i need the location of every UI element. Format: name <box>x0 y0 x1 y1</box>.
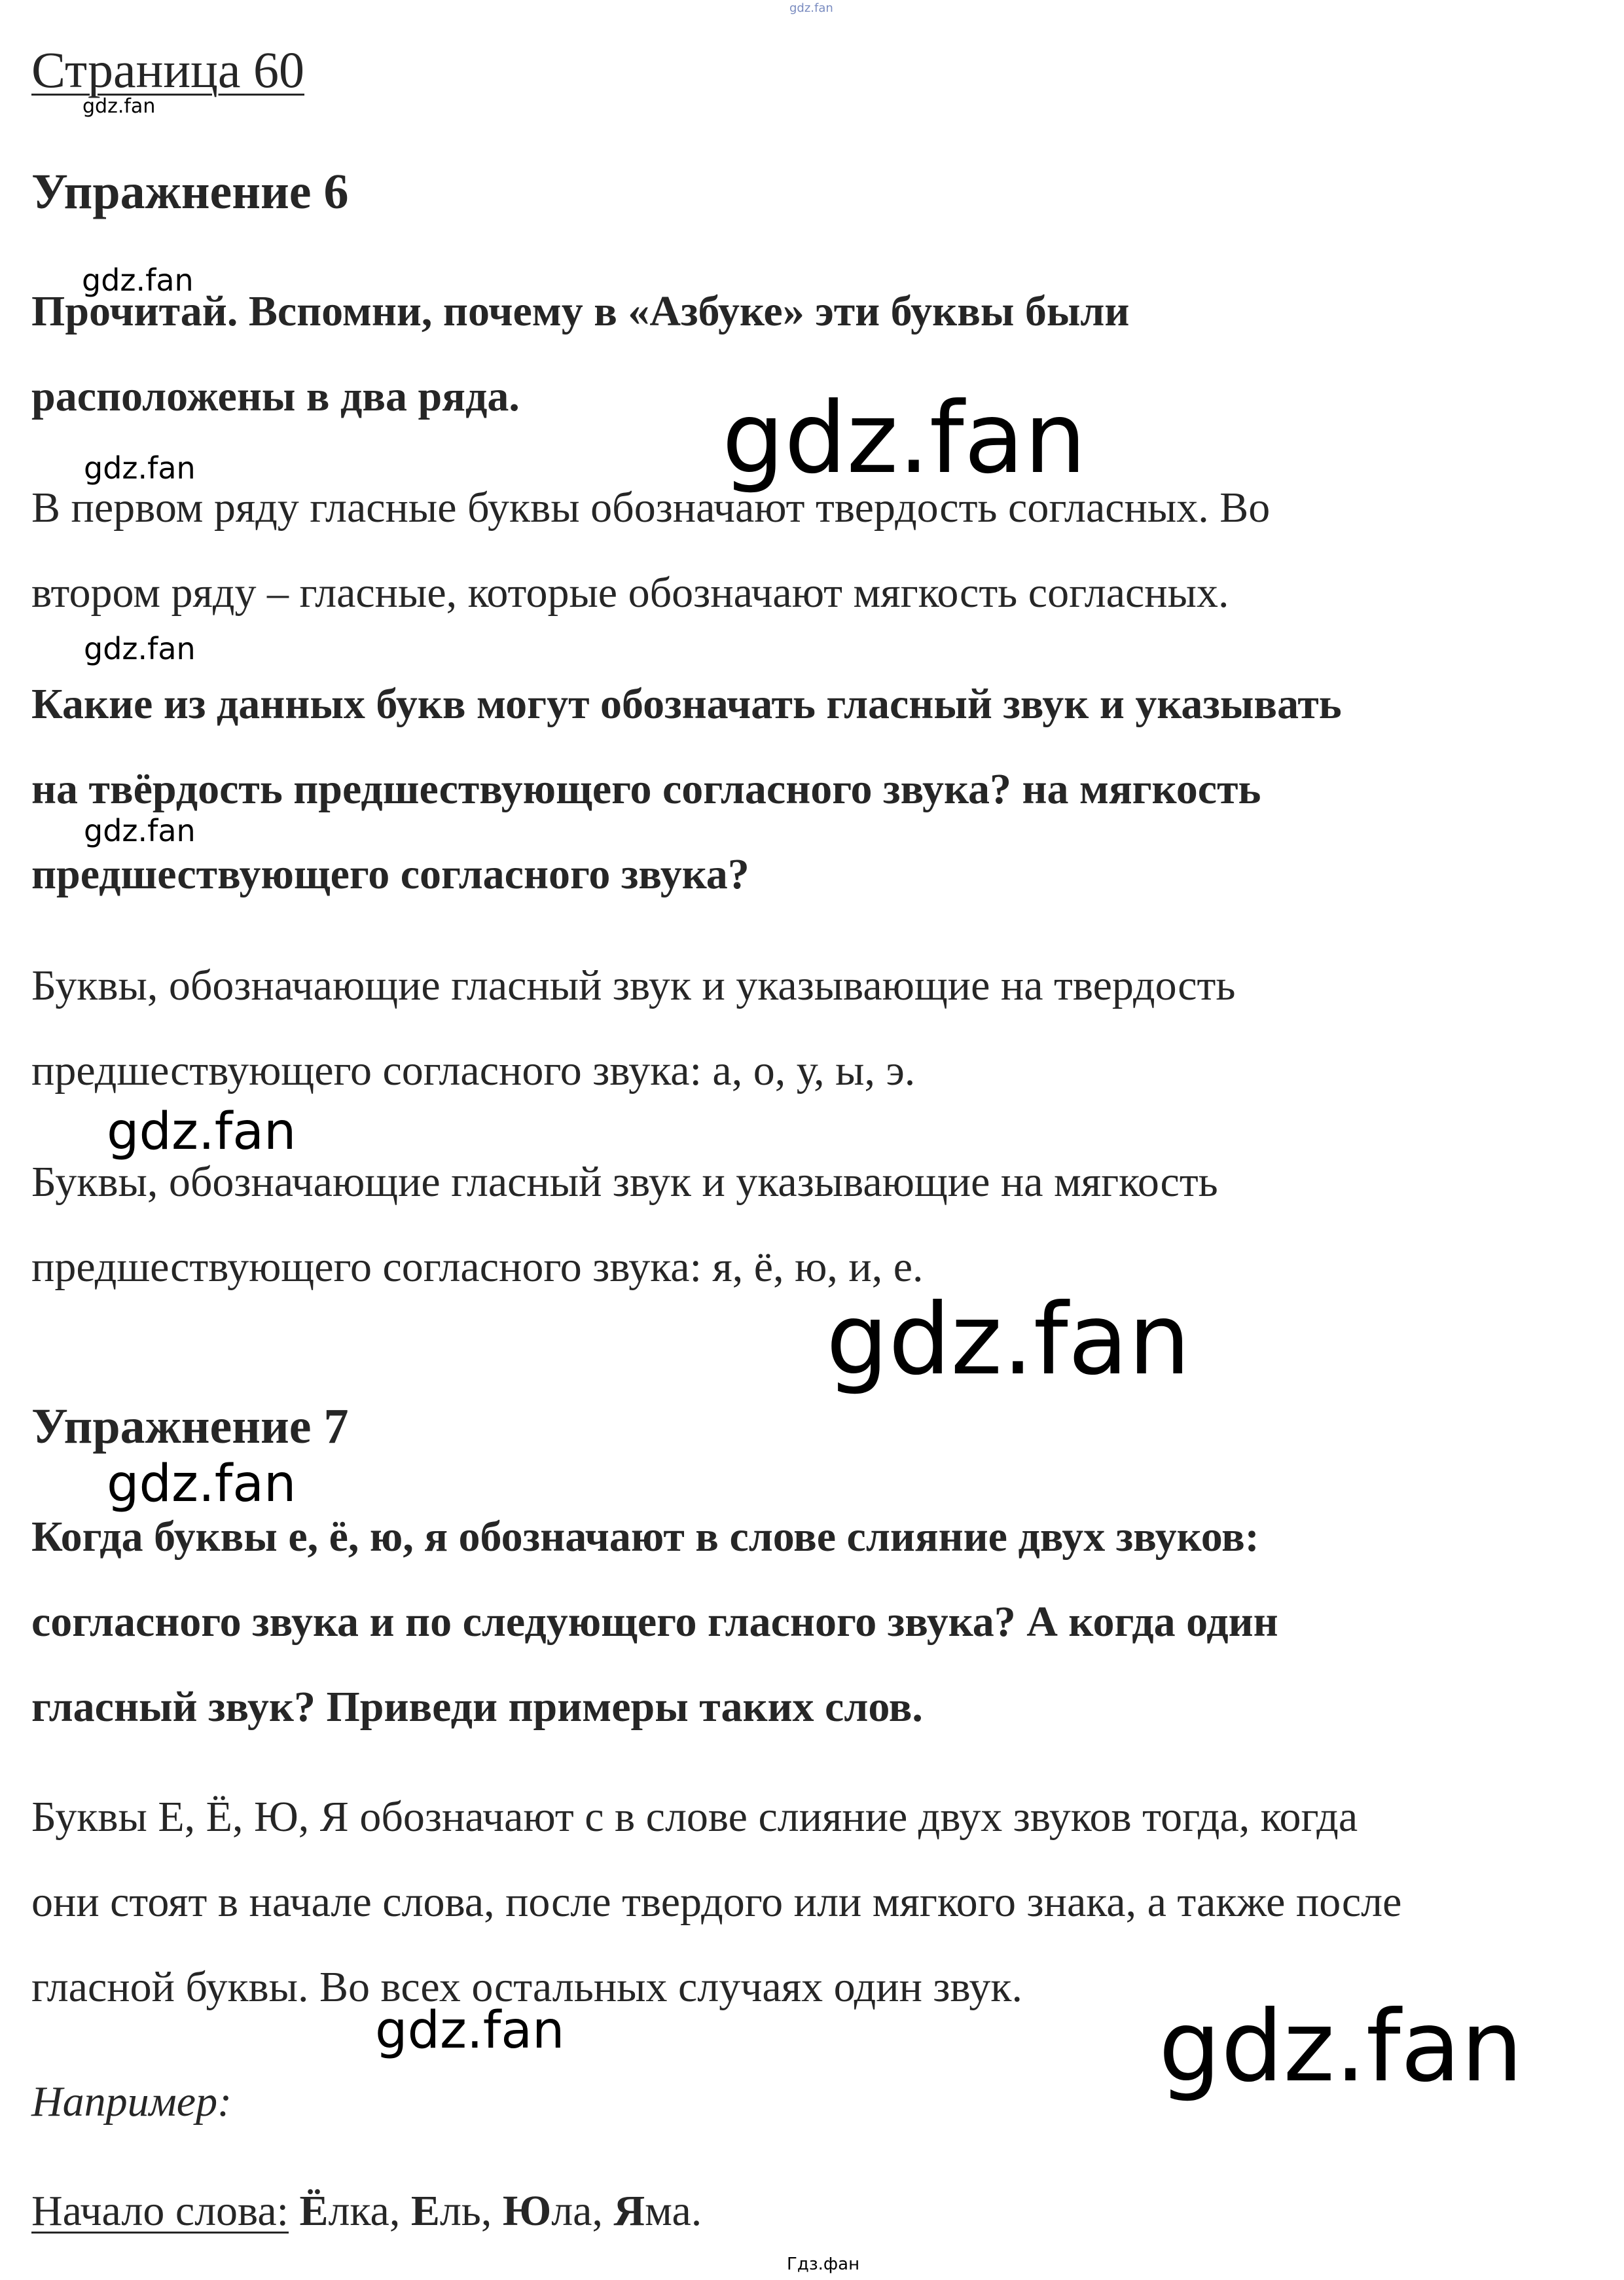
example-label: Например: <box>31 2078 232 2126</box>
watermark: gdz.fan <box>84 631 196 666</box>
exercise-6-question-line: Какие из данных букв могут обозначать гласный звук и указывать <box>31 680 1342 728</box>
example-word: Юла <box>502 2187 592 2235</box>
watermark: gdz.fan <box>722 382 1087 496</box>
exercise-7-answer-line: они стоят в начале слова, после твердого или мягкого знака, а также после <box>31 1878 1402 1926</box>
example-word: Яма <box>613 2187 691 2235</box>
watermark: gdz.fan <box>107 1455 297 1513</box>
exercise-6-question-line: расположены в два ряда. <box>31 372 520 420</box>
exercise-7-answer-line: гласной буквы. Во всех остальных случаях один звук. <box>31 1963 1022 2011</box>
watermark: gdz.fan <box>84 813 196 848</box>
exercise-6-question-line: предшествующего согласного звука? <box>31 850 749 898</box>
watermark: gdz.fan <box>375 2001 565 2060</box>
example-word: Ель <box>410 2187 481 2235</box>
word-start-link[interactable]: Начало слова: <box>31 2187 289 2235</box>
watermark: gdz.fan <box>84 450 196 486</box>
watermark: gdz.fan <box>107 1102 297 1161</box>
watermark: gdz.fan <box>82 262 194 298</box>
example-line: Начало слова: Ёлка, Ель, Юла, Яма. <box>31 2187 702 2235</box>
exercise-7-question-line: согласного звука и по следующего гласного звука? А когда один <box>31 1598 1278 1646</box>
watermark: gdz.fan <box>826 1283 1191 1397</box>
exercise-7-question-line: гласный звук? Приведи примеры таких слов. <box>31 1683 923 1731</box>
exercise-6-answer-line: предшествующего согласного звука: а, о, у, ы, э. <box>31 1047 916 1095</box>
exercise-6-heading: Упражнение 6 <box>31 164 349 219</box>
bottom-watermark: Гдз.фан <box>787 2254 860 2274</box>
exercise-6-answer-line: предшествующего согласного звука: я, ё, ю, и, е. <box>31 1243 924 1291</box>
example-word: Ёлка <box>299 2187 389 2235</box>
exercise-7-question-line: Когда буквы е, ё, ю, я обозначают в слове слияние двух звуков: <box>31 1513 1259 1561</box>
exercise-6-answer-line: Буквы, обозначающие гласный звук и указывающие на твердость <box>31 962 1236 1009</box>
top-watermark: gdz.fan <box>789 1 833 15</box>
exercise-6-question-line: Прочитай. Вспомни, почему в «Азбуке» эти буквы были <box>31 287 1130 335</box>
exercise-7-answer-line: Буквы Е, Ё, Ю, Я обозначают с в слове слияние двух звуков тогда, когда <box>31 1793 1358 1841</box>
exercise-6-answer-line: Буквы, обозначающие гласный звук и указывающие на мягкость <box>31 1158 1218 1206</box>
page-title[interactable]: Страница 60 <box>31 41 305 98</box>
exercise-7-heading: Упражнение 7 <box>31 1399 349 1454</box>
exercise-6-question-line: на твёрдость предшествующего согласного звука? на мягкость <box>31 765 1261 813</box>
exercise-6-answer-line: втором ряду – гласные, которые обозначают мягкость согласных. <box>31 569 1229 617</box>
exercise-6-answer-line: В первом ряду гласные буквы обозначают твердость согласных. Во <box>31 484 1271 532</box>
watermark: gdz.fan <box>82 95 156 118</box>
watermark: gdz.fan <box>1159 1990 1523 2104</box>
